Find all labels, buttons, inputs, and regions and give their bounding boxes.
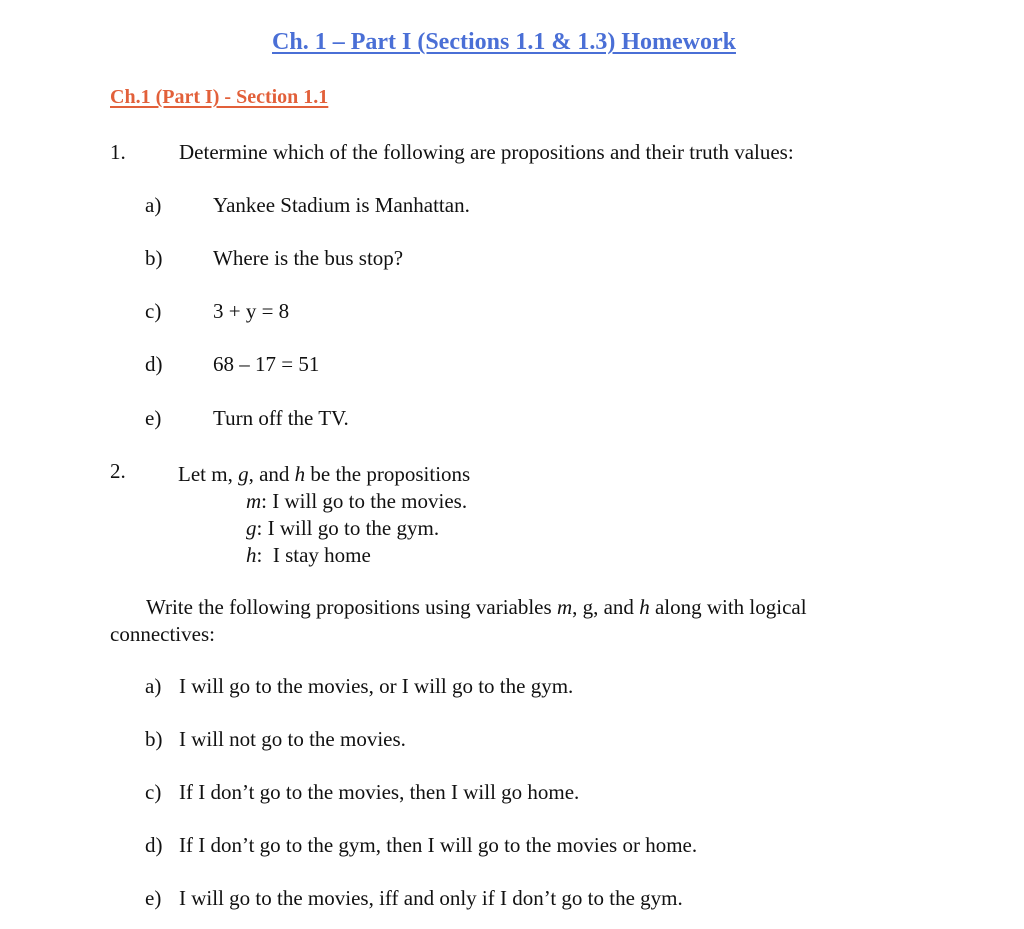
q2-def-var: g <box>246 516 257 540</box>
q1-item-letter-d: d) <box>145 352 163 376</box>
q2-item-text-b: I will not go to the movies. <box>179 727 406 751</box>
q1-item-text-e: Turn off the TV. <box>213 406 349 430</box>
q2-intro-mid: , and <box>248 462 295 486</box>
section-heading: Ch.1 (Part I) - Section 1.1 <box>110 86 329 108</box>
page-title: Ch. 1 – Part I (Sections 1.1 & 1.3) Homework <box>272 29 736 55</box>
q1-item-letter-c: c) <box>145 299 162 323</box>
q2-instruction-h: h <box>639 595 650 619</box>
q2-item-letter-c: c) <box>145 780 162 804</box>
q2-def-sep: : <box>256 516 268 540</box>
q2-item-letter-d: d) <box>145 833 163 857</box>
q2-def-m <box>178 488 470 515</box>
q2-intro-g: g <box>238 462 249 486</box>
q1-item-text-a: Yankee Stadium is Manhattan. <box>213 193 470 217</box>
q2-instruction-mid: , g, and <box>572 595 640 619</box>
question-2-number: 2. <box>110 459 126 483</box>
q2-instruction-suffix: along with logical connectives: <box>110 595 807 646</box>
q2-def-sep: : <box>256 543 273 567</box>
q1-item-text-d: 68 – 17 = 51 <box>213 352 320 376</box>
q2-def-text: I will go to the movies. <box>272 489 468 513</box>
q2-intro-suffix: be the propositions <box>305 462 471 486</box>
q2-intro-h: h <box>294 462 306 486</box>
q2-item-letter-e: e) <box>145 886 162 910</box>
question-1-number: 1. <box>110 140 126 164</box>
question-2-instruction <box>110 594 910 648</box>
q1-item-letter-a: a) <box>145 193 162 217</box>
q2-item-text-a: I will go to the movies, or I will go to the gym. <box>179 674 574 698</box>
q1-item-letter-e: e) <box>145 406 162 430</box>
q2-def-var: m <box>246 489 262 513</box>
q2-def-text: I stay home <box>272 543 371 567</box>
q2-item-text-e: I will go to the movies, iff and only if I don’t go to the gym. <box>179 886 683 910</box>
q2-def-g <box>178 515 470 542</box>
q2-def-h <box>178 542 470 569</box>
q1-item-text-c: 3 + y = 8 <box>213 299 290 323</box>
question-1-prompt: Determine which of the following are propositions and their truth values: <box>179 140 794 164</box>
q2-def-var: h <box>246 543 257 567</box>
q2-def-sep: : <box>261 489 273 513</box>
q2-instruction-m: m <box>556 595 573 619</box>
q2-def-text: I will go to the gym. <box>267 516 440 540</box>
q2-instruction-prefix: Write the following propositions using variables <box>146 595 557 619</box>
q1-item-text-b: Where is the bus stop? <box>213 246 404 270</box>
q2-item-letter-a: a) <box>145 674 162 698</box>
q2-intro-prefix: Let m, <box>178 462 239 486</box>
question-2-definitions <box>178 461 470 569</box>
q2-item-letter-b: b) <box>145 727 163 751</box>
q2-item-text-c: If I don’t go to the movies, then I will go home. <box>179 780 580 804</box>
q1-item-letter-b: b) <box>145 246 163 270</box>
q2-item-text-d: If I don’t go to the gym, then I will go to the movies or home. <box>179 833 698 857</box>
